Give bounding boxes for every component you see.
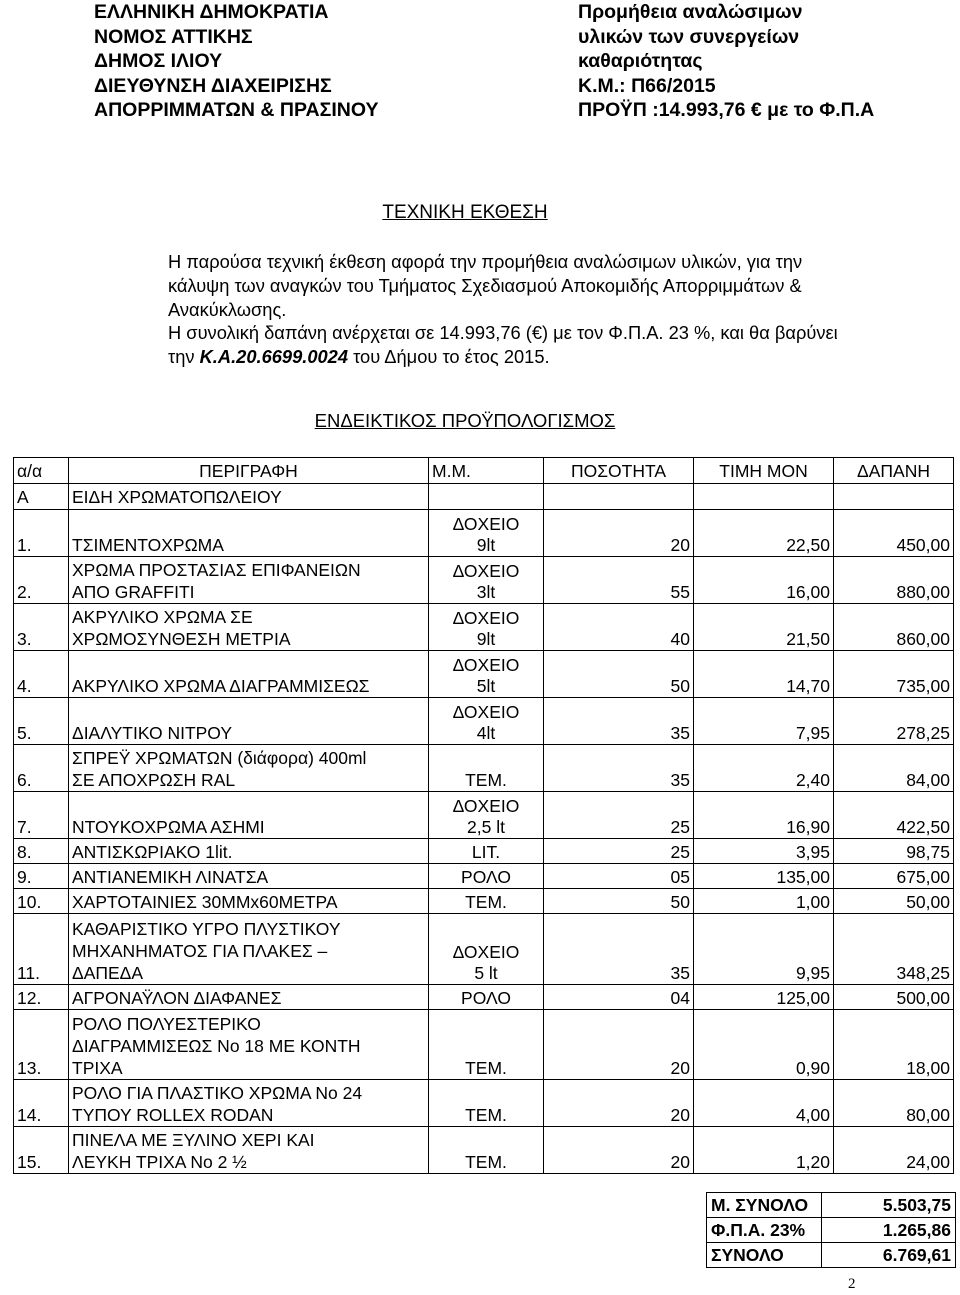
item-description [69, 864, 429, 889]
header-line: ΝΟΜΟΣ ΑΤΤΙΚΗΣ [94, 25, 253, 48]
item-unit-price: 16,90 [694, 792, 834, 839]
section-label: ΕΙΔΗ ΧΡΩΜΑΤΟΠΩΛΕΙΟΥ [69, 484, 429, 510]
item-quantity: 04 [544, 984, 694, 1009]
item-unit-price: 16,00 [694, 557, 834, 604]
item-quantity: 20 [544, 510, 694, 557]
table-row [14, 510, 954, 557]
item-cost: 880,00 [834, 557, 954, 604]
item-number: 11. [14, 914, 69, 985]
item-unit [429, 889, 544, 914]
intro-paragraph-cost [94, 321, 864, 369]
item-quantity: 55 [544, 557, 694, 604]
item-unit-price: 135,00 [694, 864, 834, 889]
item-description-line: ΔΙΑΓΡΑΜΜΙΣΕΩΣ Νο 18 ΜΕ ΚΟΝΤΗ [72, 1036, 361, 1056]
item-unit-line: ΤΕΜ. [465, 892, 507, 912]
item-description-line: ΑΝΤΙΣΚΩΡΙΑΚΟ 1lit. [72, 842, 233, 862]
item-unit-price: 9,95 [694, 914, 834, 985]
item-unit-line: ΤΕΜ. [465, 1058, 507, 1078]
page-title: ΤΕΧΝΙΚΗ ΕΚΘΕΣΗ [382, 202, 548, 223]
item-cost: 18,00 [834, 1009, 954, 1080]
item-cost: 278,25 [834, 698, 954, 745]
item-quantity: 35 [544, 698, 694, 745]
item-number: 3. [14, 604, 69, 651]
header-line: υλικών των συνεργείων [578, 25, 800, 48]
item-number: 2. [14, 557, 69, 604]
item-quantity: 20 [544, 1080, 694, 1127]
item-number: 14. [14, 1080, 69, 1127]
item-unit [429, 839, 544, 864]
header-quantity: ΠΟΣΟΤΗΤΑ [544, 458, 694, 484]
item-description [69, 839, 429, 864]
item-description [69, 698, 429, 745]
totals-row [707, 1193, 956, 1218]
item-cost: 675,00 [834, 864, 954, 889]
item-quantity: 20 [544, 1127, 694, 1174]
item-unit [429, 698, 544, 745]
header-line: ΑΠΟΡΡΙΜΜΑΤΩΝ & ΠΡΑΣΙΝΟΥ [94, 99, 379, 122]
item-unit-line: 9lt [476, 629, 496, 649]
item-description-line: ΔΑΠΕΔΑ [72, 962, 144, 983]
totals-row [707, 1218, 956, 1243]
item-description-line: ΚΑΘΑΡΙΣΤΙΚΟ ΥΓΡΟ ΠΛΥΣΤΙΚΟΥ [72, 918, 341, 939]
item-cost: 84,00 [834, 745, 954, 792]
vat-label: Φ.Π.Α. 23% [707, 1218, 822, 1243]
item-description-line: ΑΠΟ GRAFFITI [72, 582, 195, 602]
item-quantity: 35 [544, 914, 694, 985]
item-unit-line: 5lt [476, 676, 496, 696]
table-row [14, 864, 954, 889]
item-unit [429, 604, 544, 651]
table-row [14, 889, 954, 914]
subtotal-value: 5.503,75 [822, 1193, 956, 1218]
item-description-line: ΣΠΡΕΫ ΧΡΩΜΑΤΩΝ (διάφορα) 400ml [72, 748, 367, 768]
item-description-line: ΑΝΤΙΑΝΕΜΙΚΗ ΛΙΝΑΤΣΑ [72, 867, 269, 887]
item-unit [429, 510, 544, 557]
item-unit-line: ΔΟΧΕΙΟ [452, 655, 520, 675]
item-description [69, 914, 429, 985]
item-unit-line: LIT. [471, 842, 501, 862]
item-unit-line: 5 lt [474, 962, 498, 983]
header-line: καθαριότητας [578, 50, 703, 73]
item-description [69, 557, 429, 604]
item-description-line: ΧΡΩΜΑ ΠΡΟΣΤΑΣΙΑΣ ΕΠΙΦΑΝΕΙΩΝ [72, 560, 361, 580]
item-number: 13. [14, 1009, 69, 1080]
item-unit-price: 3,95 [694, 839, 834, 864]
table-row [14, 604, 954, 651]
item-description-line: ΧΡΩΜΟΣΥΝΘΕΣΗ ΜΕΤΡΙΑ [72, 629, 291, 649]
item-unit [429, 1009, 544, 1080]
item-unit-line: ΔΟΧΕΙΟ [452, 702, 520, 722]
item-description [69, 745, 429, 792]
item-cost: 24,00 [834, 1127, 954, 1174]
item-unit-line: 4lt [476, 723, 496, 743]
item-unit-line: ΤΕΜ. [465, 1105, 507, 1125]
vat-value: 1.265,86 [822, 1218, 956, 1243]
item-unit-line: ΔΟΧΕΙΟ [452, 561, 520, 581]
item-cost: 500,00 [834, 984, 954, 1009]
header-project [578, 0, 874, 123]
total-value: 6.769,61 [822, 1243, 956, 1268]
item-number: 12. [14, 984, 69, 1009]
table-row [14, 745, 954, 792]
total-label: ΣΥΝΟΛΟ [707, 1243, 822, 1268]
item-description [69, 889, 429, 914]
item-number: 5. [14, 698, 69, 745]
table-row [14, 1009, 954, 1080]
item-unit-line: ΔΟΧΕΙΟ [452, 608, 520, 628]
item-description-line: ΑΓΡΟΝΑΫΛΟΝ ΔΙΑΦΑΝΕΣ [72, 987, 282, 1008]
item-description [69, 1009, 429, 1080]
header-line: Προμήθεια αναλώσιμων [578, 1, 803, 23]
intro-text [94, 250, 864, 369]
item-unit-line: ΤΕΜ. [465, 770, 507, 790]
item-unit [429, 1080, 544, 1127]
item-quantity: 50 [544, 889, 694, 914]
item-description [69, 510, 429, 557]
item-description [69, 792, 429, 839]
budget-table [13, 457, 954, 1174]
item-number: 6. [14, 745, 69, 792]
item-description-line: ΡΟΛΟ ΓΙΑ ΠΛΑΣΤΙΚΟ ΧΡΩΜΑ Νο 24 [72, 1083, 363, 1103]
header-cost: ΔΑΠΑΝΗ [834, 458, 954, 484]
item-number: 9. [14, 864, 69, 889]
item-unit-line: 9lt [476, 535, 496, 555]
item-unit-line: ΤΕΜ. [465, 1152, 507, 1172]
item-cost: 422,50 [834, 792, 954, 839]
item-unit-price: 22,50 [694, 510, 834, 557]
table-row [14, 1127, 954, 1174]
item-unit-line: ΔΟΧΕΙΟ [452, 941, 520, 962]
table-row [14, 984, 954, 1009]
item-description-line: ΜΗΧΑΝΗΜΑΤΟΣ ΓΙΑ ΠΛΑΚΕΣ – [72, 940, 328, 961]
item-unit [429, 984, 544, 1009]
item-description-line: ΔΙΑΛΥΤΙΚΟ ΝΙΤΡΟΥ [72, 723, 233, 743]
table-row [14, 914, 954, 985]
item-number: 8. [14, 839, 69, 864]
item-description [69, 1080, 429, 1127]
intro-year-text: του Δήμου το έτος 2015. [348, 346, 550, 368]
item-cost: 98,75 [834, 839, 954, 864]
item-cost: 735,00 [834, 651, 954, 698]
item-unit-line: ΔΟΧΕΙΟ [452, 514, 520, 534]
item-description-line: ΣΕ ΑΠΟΧΡΩΣΗ RAL [72, 770, 236, 790]
item-description [69, 1127, 429, 1174]
item-quantity: 50 [544, 651, 694, 698]
item-description-line: ΤΡΙΧΑ [72, 1058, 123, 1078]
table-row [14, 557, 954, 604]
header-line: Κ.Μ.: Π66/2015 [578, 74, 716, 97]
header-line: ΠΡΟΫΠ :14.993,76 € με το Φ.Π.Α [578, 99, 875, 122]
item-description-line: ΑΚΡΥΛΙΚΟ ΧΡΩΜΑ ΔΙΑΓΡΑΜΜΙΣΕΩΣ [72, 676, 370, 696]
item-description-line: ΤΥΠΟΥ ROLLEX RODAN [72, 1105, 274, 1125]
item-quantity: 25 [544, 792, 694, 839]
totals-row [707, 1243, 956, 1268]
item-unit-line: ΔΟΧΕΙΟ [452, 796, 520, 816]
item-quantity: 05 [544, 864, 694, 889]
item-unit [429, 864, 544, 889]
header-line: ΔΗΜΟΣ ΙΛΙΟΥ [94, 50, 223, 73]
intro-cost-text: Η συνολική δαπάνη ανέρχεται σε 14.993,76 (€) με τον Φ.Π.Α. 23 %, και θα βαρύνει την [168, 322, 838, 368]
item-description [69, 651, 429, 698]
item-cost: 860,00 [834, 604, 954, 651]
header-description: ΠΕΡΙΓΡΑΦΗ [69, 458, 429, 484]
table-row [14, 792, 954, 839]
item-unit [429, 914, 544, 985]
item-quantity: 25 [544, 839, 694, 864]
header-line: ΔΙΕΥΘΥΝΣΗ ΔΙΑΧΕΙΡΙΣΗΣ [94, 74, 332, 97]
item-number: 4. [14, 651, 69, 698]
item-description [69, 984, 429, 1009]
table-row [14, 651, 954, 698]
item-unit [429, 1127, 544, 1174]
item-unit [429, 745, 544, 792]
item-number: 7. [14, 792, 69, 839]
item-number: 1. [14, 510, 69, 557]
item-cost: 80,00 [834, 1080, 954, 1127]
item-description-line: ΡΟΛΟ ΠΟΛΥΕΣΤΕΡΙΚΟ [72, 1014, 261, 1034]
item-unit-line: ΡΟΛΟ [461, 867, 511, 887]
table-row [14, 839, 954, 864]
item-unit-price: 14,70 [694, 651, 834, 698]
item-unit [429, 792, 544, 839]
table-row [14, 1080, 954, 1127]
budget-code: Κ.Α.20.6699.0024 [199, 346, 349, 368]
item-unit-price: 2,40 [694, 745, 834, 792]
item-description-line: ΤΣΙΜΕΝΤΟΧΡΩΜΑ [72, 535, 224, 555]
item-description-line: ΑΚΡΥΛΙΚΟ ΧΡΩΜΑ ΣΕ [72, 607, 253, 627]
table-row [14, 698, 954, 745]
item-description-line: ΠΙΝΕΛΑ ΜΕ ΞΥΛΙΝΟ ΧΕΡΙ ΚΑΙ [72, 1130, 315, 1150]
item-unit-price: 1,00 [694, 889, 834, 914]
item-description [69, 604, 429, 651]
item-unit-line: 3lt [476, 582, 496, 602]
item-unit-line: 2,5 lt [467, 817, 505, 837]
item-unit-price: 1,20 [694, 1127, 834, 1174]
item-unit-price: 0,90 [694, 1009, 834, 1080]
header-unit-price: ΤΙΜΗ ΜΟΝ [694, 458, 834, 484]
subtotal-label: Μ. ΣΥΝΟΛΟ [707, 1193, 822, 1218]
item-unit-price: 21,50 [694, 604, 834, 651]
item-unit [429, 651, 544, 698]
item-cost: 348,25 [834, 914, 954, 985]
item-unit-line: ΡΟΛΟ [461, 987, 511, 1008]
header-line: ΕΛΛΗΝΙΚΗ ΔΗΜΟΚΡΑΤΙΑ [94, 1, 329, 23]
header-unit: Μ.Μ. [429, 458, 544, 484]
intro-paragraph: Η παρούσα τεχνική έκθεση αφορά την προμήθεια αναλώσιμων υλικών, για την κάλυψη των αναγκών του Τμήματος Σχεδιασμού Αποκομιδής Απορριμμάτων & Ανακύκλωσης. [168, 251, 803, 320]
item-cost: 50,00 [834, 889, 954, 914]
item-quantity: 20 [544, 1009, 694, 1080]
item-quantity: 35 [544, 745, 694, 792]
table-header-row [14, 458, 954, 484]
item-description-line: ΛΕΥΚΗ ΤΡΙΧΑ Νο 2 ½ [72, 1152, 247, 1172]
item-quantity: 40 [544, 604, 694, 651]
totals-table [706, 1192, 956, 1268]
item-unit-price: 125,00 [694, 984, 834, 1009]
item-description-line: ΝΤΟΥΚΟΧΡΩΜΑ ΑΣΗΜΙ [72, 817, 265, 837]
item-unit-price: 7,95 [694, 698, 834, 745]
page-number: 2 [848, 1276, 856, 1292]
item-number: 15. [14, 1127, 69, 1174]
item-description-line: ΧΑΡΤΟΤΑΙΝΙΕΣ 30ΜΜx60ΜΕΤΡΑ [72, 892, 338, 912]
section-code: Α [14, 484, 69, 510]
item-unit-price: 4,00 [694, 1080, 834, 1127]
item-unit [429, 557, 544, 604]
table-body [14, 510, 954, 1174]
header-aa: α/α [14, 458, 69, 484]
section-row [14, 484, 954, 510]
header-authority [94, 0, 378, 123]
item-cost: 450,00 [834, 510, 954, 557]
budget-title: ΕΝΔΕΙΚΤΙΚΟΣ ΠΡΟΫΠΟΛΟΓΙΣΜΟΣ [314, 410, 616, 431]
item-number: 10. [14, 889, 69, 914]
